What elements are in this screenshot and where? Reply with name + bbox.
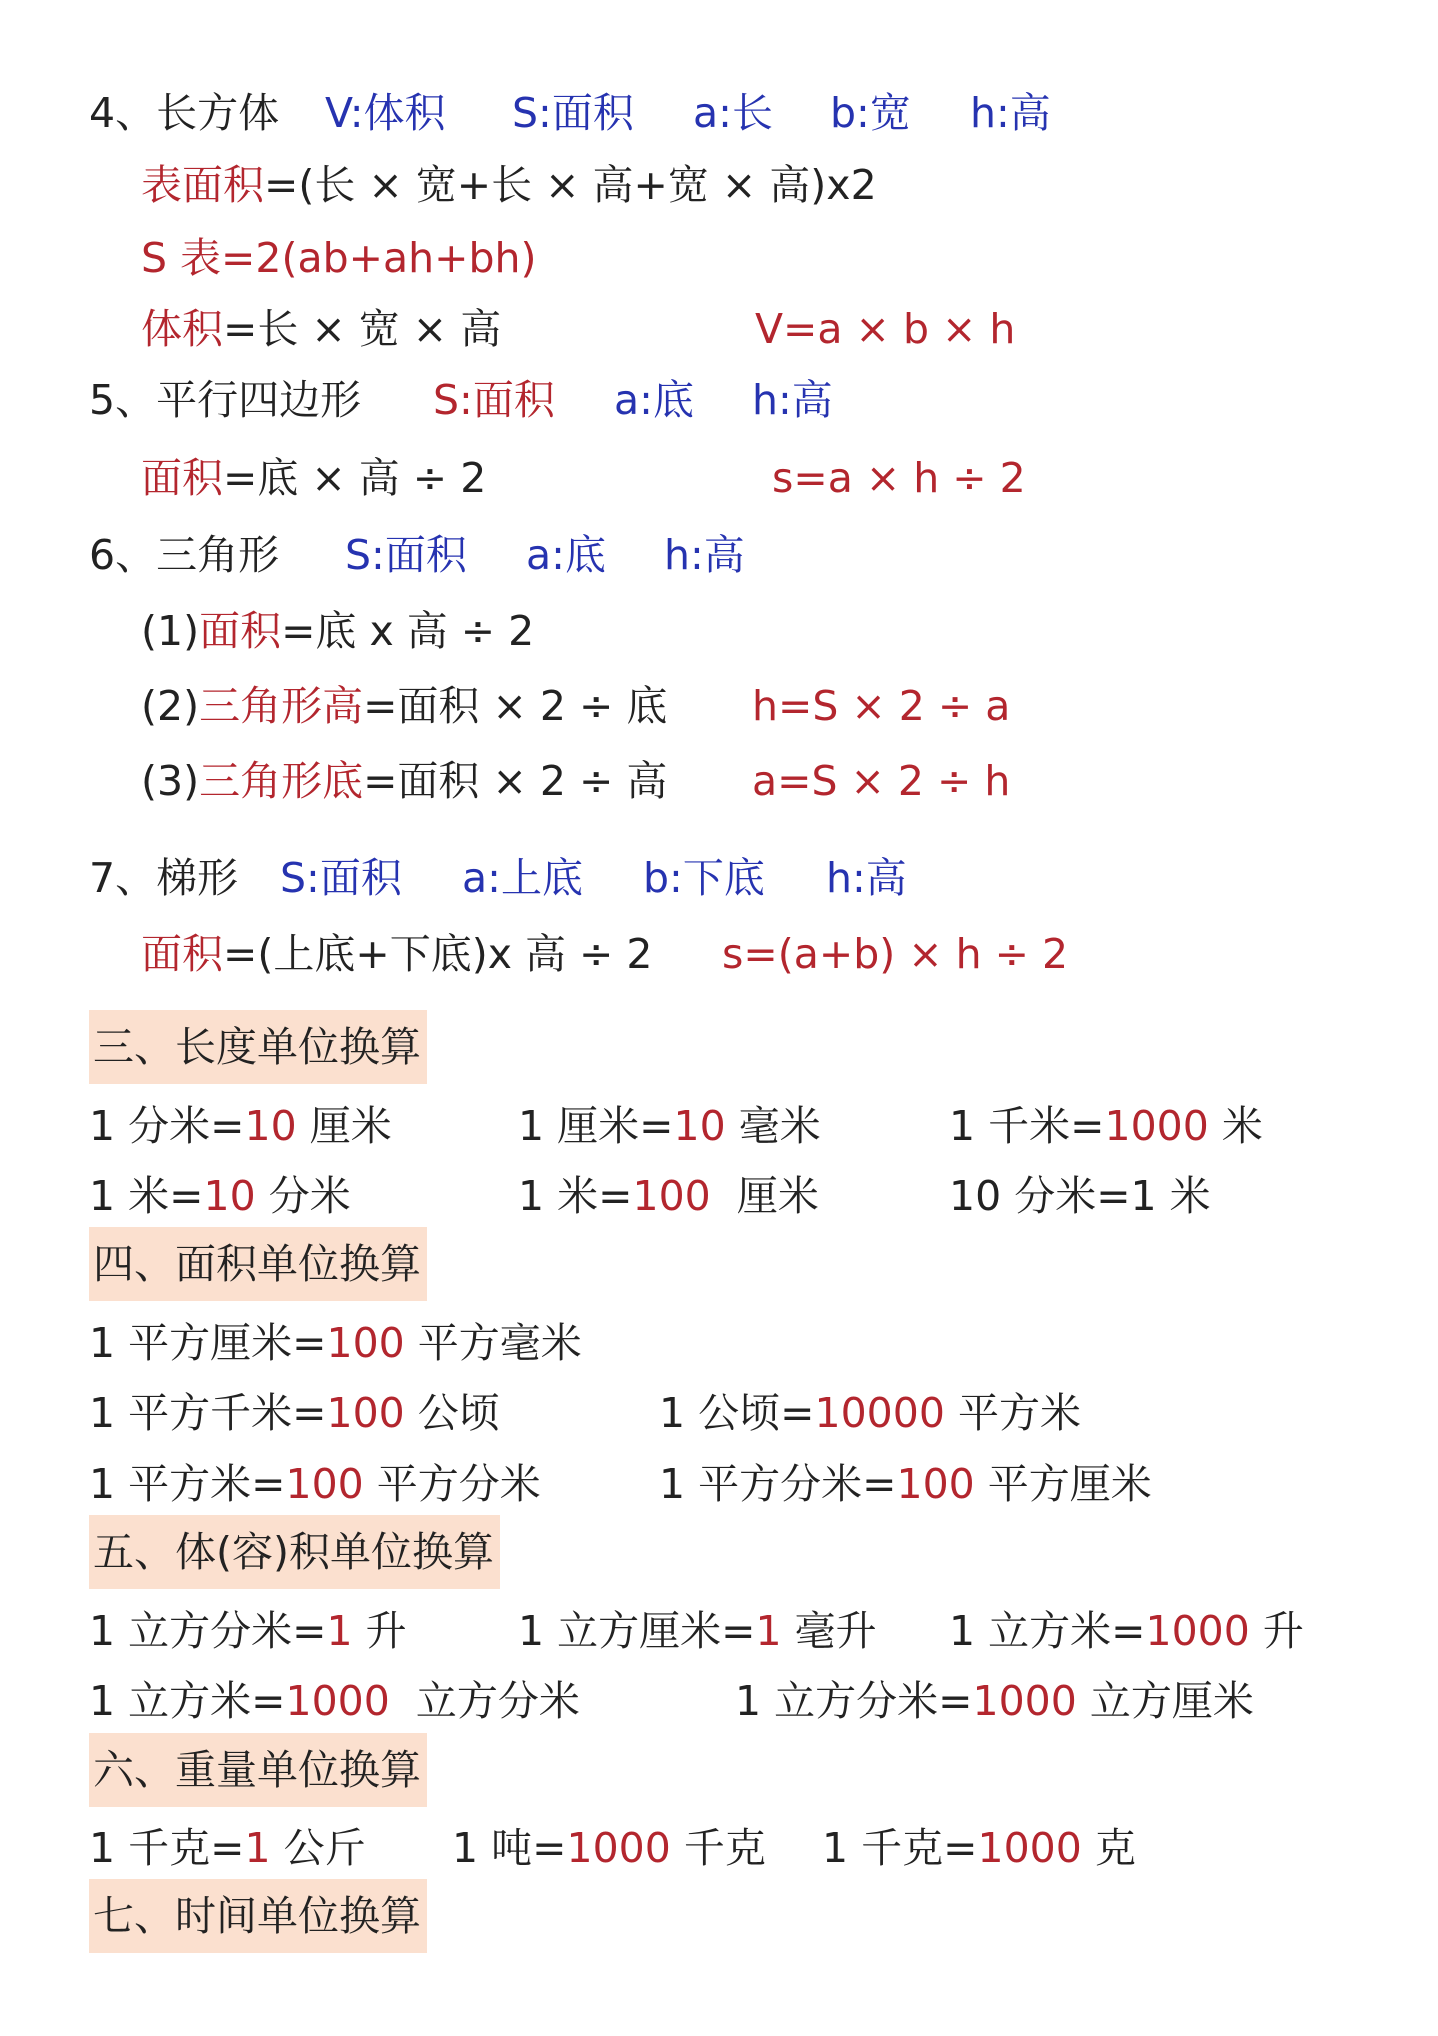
- var-s: S:面积: [512, 89, 634, 137]
- var-h-6: h:高: [664, 531, 745, 579]
- area-conv-5: 1 平方分米=100 平方厘米: [659, 1460, 1152, 1508]
- parallelogram-area-letters: s=a × h ÷ 2: [772, 454, 1026, 502]
- weight-conv-2: 1 吨=1000 千克: [452, 1824, 766, 1872]
- length-conv-4: 1 米=10 分米: [89, 1172, 351, 1220]
- parallelogram-area-line: [141, 451, 486, 505]
- area-conv-3: 1 公顷=10000 平方米: [659, 1389, 1081, 1437]
- length-conv-1: 1 分米=10 厘米: [89, 1102, 392, 1150]
- var-s-5: S:面积: [433, 376, 555, 424]
- length-conv-3: 1 千米=1000 米: [949, 1102, 1263, 1150]
- parallelogram-area-label: 面积: [141, 454, 223, 502]
- volume-conv-4: 1 立方米=1000 立方分米: [89, 1677, 580, 1725]
- length-conv-2: 1 厘米=10 毫米: [518, 1102, 821, 1150]
- triangle-line-2-label: 三角形高: [199, 682, 364, 730]
- triangle-line-3-letters: a=S × 2 ÷ h: [752, 757, 1011, 805]
- triangle-line-3-num: (3): [141, 757, 200, 805]
- triangle-line-2-formula: =面积 × 2 ÷ 底: [363, 682, 668, 730]
- triangle-line-2: [141, 679, 667, 733]
- area-conv-1: 1 平方厘米=100 平方毫米: [89, 1319, 582, 1367]
- trapezoid-area-letters: s=(a+b) × h ÷ 2: [722, 930, 1069, 978]
- var-b: b:宽: [830, 89, 911, 137]
- triangle-line-3-formula: =面积 × 2 ÷ 高: [363, 757, 668, 805]
- surface-area-line: [141, 158, 877, 212]
- triangle-line-1-formula: =底 x 高 ÷ 2: [281, 607, 535, 655]
- surface-area-letters: S 表=2(ab+ah+bh): [141, 234, 537, 282]
- triangle-line-1-num: (1): [141, 607, 200, 655]
- section-6-title: 6、三角形: [89, 531, 280, 579]
- var-h: h:高: [970, 89, 1051, 137]
- volume-conv-5: 1 立方分米=1000 立方厘米: [735, 1677, 1254, 1725]
- var-b-7: b:下底: [643, 854, 765, 902]
- weight-section-header: 六、重量单位换算: [89, 1733, 427, 1807]
- volume-formula: =长 × 宽 × 高: [223, 305, 502, 353]
- var-h-7: h:高: [826, 854, 907, 902]
- volume-letters: V=a × b × h: [755, 305, 1016, 353]
- var-s-7: S:面积: [280, 854, 402, 902]
- var-a-5: a:底: [614, 376, 694, 424]
- area-conv-4: 1 平方米=100 平方分米: [89, 1460, 541, 1508]
- volume-label: 体积: [141, 305, 223, 353]
- volume-conv-2: 1 立方厘米=1 毫升: [518, 1607, 877, 1655]
- var-a: a:长: [693, 89, 773, 137]
- weight-conv-3: 1 千克=1000 克: [822, 1824, 1136, 1872]
- trapezoid-area-formula: =(上底+下底)x 高 ÷ 2: [223, 930, 653, 978]
- triangle-line-1-label: 面积: [199, 607, 282, 655]
- weight-conv-1: 1 千克=1 公斤: [89, 1824, 366, 1872]
- surface-area-formula: =(长 × 宽+长 × 高+宽 × 高)x2: [264, 161, 877, 209]
- length-section-header: 三、长度单位换算: [89, 1010, 427, 1084]
- time-section-header: 七、时间单位换算: [89, 1879, 427, 1953]
- triangle-line-2-letters: h=S × 2 ÷ a: [752, 682, 1011, 730]
- length-conv-6: 10 分米=1 米: [949, 1172, 1211, 1220]
- triangle-line-3-label: 三角形底: [199, 757, 364, 805]
- parallelogram-area-formula: =底 × 高 ÷ 2: [223, 454, 487, 502]
- volume-conv-3: 1 立方米=1000 升: [949, 1607, 1304, 1655]
- var-a-7: a:上底: [462, 854, 583, 902]
- triangle-line-3: [141, 754, 667, 808]
- section-5-title: 5、平行四边形: [89, 376, 362, 424]
- length-conv-5: 1 米=100 厘米: [518, 1172, 819, 1220]
- var-s-6: S:面积: [345, 531, 467, 579]
- volume-conv-1: 1 立方分米=1 升: [89, 1607, 407, 1655]
- volume-line: [141, 302, 501, 356]
- trapezoid-area-label: 面积: [141, 930, 223, 978]
- area-conv-2: 1 平方千米=100 公顷: [89, 1389, 500, 1437]
- triangle-line-1: [141, 604, 534, 658]
- trapezoid-area-line: [141, 927, 653, 981]
- volume-section-header: 五、体(容)积单位换算: [89, 1515, 500, 1589]
- section-4-title: 4、长方体: [89, 89, 280, 137]
- var-h-5: h:高: [752, 376, 833, 424]
- var-a-6: a:底: [526, 531, 606, 579]
- triangle-line-2-num: (2): [141, 682, 200, 730]
- area-section-header: 四、面积单位换算: [89, 1227, 427, 1301]
- surface-area-label: 表面积: [141, 161, 264, 209]
- section-7-title: 7、梯形: [89, 854, 239, 902]
- var-v: V:体积: [325, 89, 446, 137]
